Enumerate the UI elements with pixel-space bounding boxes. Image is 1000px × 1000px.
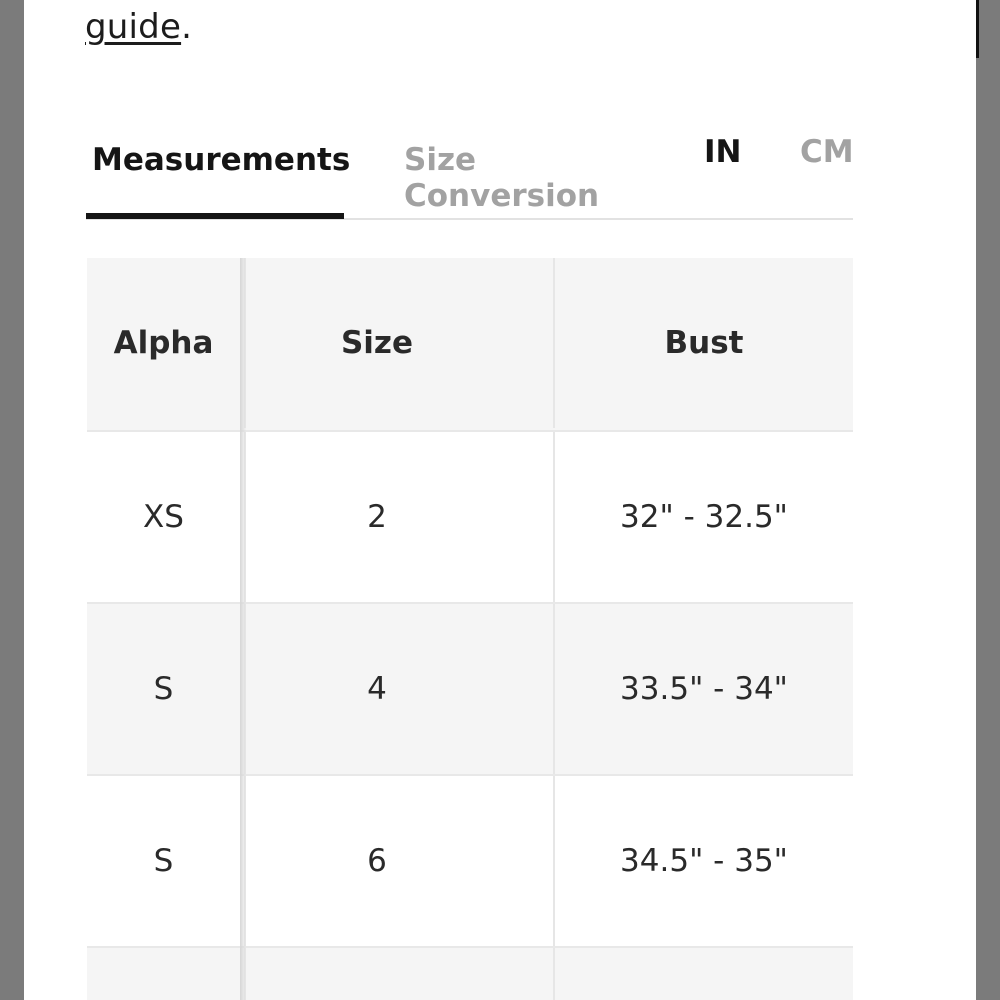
table-row xyxy=(87,774,853,946)
cell-alpha: S xyxy=(153,843,174,879)
header-alpha: Alpha xyxy=(113,325,214,361)
table-header-row xyxy=(87,258,853,430)
header-bust: Bust xyxy=(553,258,853,428)
intro-trailing-period: . xyxy=(181,7,193,47)
cell-bust-empty xyxy=(553,948,853,1000)
cell-size-empty xyxy=(244,948,508,1000)
unit-toggle-in[interactable]: IN xyxy=(704,134,742,170)
cell-size: 6 xyxy=(244,776,508,946)
tab-size-conversion[interactable]: Size Conversion xyxy=(404,142,600,214)
cell-bust: 32" - 32.5" xyxy=(553,432,853,602)
cell-bust: 34.5" - 35" xyxy=(553,776,853,946)
size-chart-table xyxy=(87,258,853,1000)
tab-measurements[interactable]: Measurements xyxy=(92,142,351,178)
table-row xyxy=(87,430,853,602)
table-row xyxy=(87,602,853,774)
cell-size: 2 xyxy=(244,432,508,602)
cell-alpha-empty xyxy=(87,948,240,1000)
cell-size: 4 xyxy=(244,604,508,774)
guide-link[interactable]: guide xyxy=(85,7,182,47)
intro-text xyxy=(85,5,192,49)
cell-bust: 33.5" - 34" xyxy=(553,604,853,774)
unit-toggle-cm[interactable]: CM xyxy=(800,134,854,170)
size-guide-panel xyxy=(24,0,976,1000)
cell-alpha: XS xyxy=(143,499,184,535)
sticky-column-shadow xyxy=(240,258,246,1000)
table-row-partial xyxy=(87,946,853,1000)
header-size: Size xyxy=(244,258,508,428)
active-tab-indicator xyxy=(86,213,344,219)
cell-alpha: S xyxy=(153,671,174,707)
scrollbar-edge xyxy=(976,0,979,58)
